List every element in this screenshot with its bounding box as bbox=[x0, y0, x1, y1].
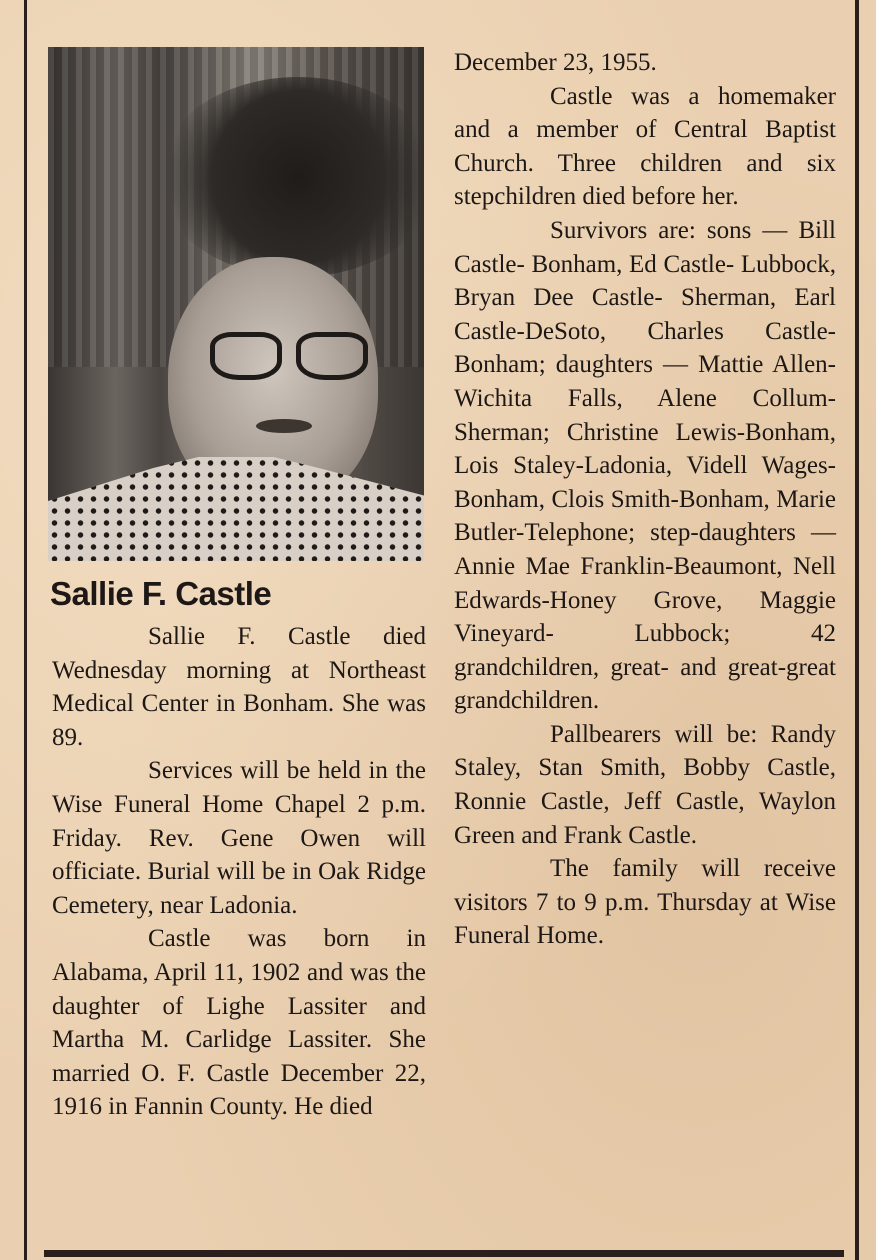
paragraph-services: Services will be held in the Wise Funeral Home Chapel 2 p.m. Friday. Rev. Gene Owen will officiate. Burial will be in Oak Ridge Cemetery, near Ladonia. bbox=[52, 757, 426, 919]
paragraph-biography: Castle was born in Alabama, April 11, 1902 and was the daughter of Lighe Lassiter and Martha M. Carlidge Lassiter. She married O. F. Castle December 22, 1916 in Fannin County. He died bbox=[52, 925, 426, 1121]
paragraph-visitation: The family will receive visitors 7 to 9 p.m. Thursday at Wise Funeral Home. bbox=[454, 855, 836, 950]
paragraph-biography-continued: December 23, 1955. bbox=[454, 49, 657, 76]
obituary-headline: Sallie F. Castle bbox=[50, 575, 272, 612]
photo-glasses-right bbox=[296, 332, 368, 380]
column-rule-right bbox=[855, 0, 859, 1260]
paragraph-death-notice: Sallie F. Castle died Wednesday morning at Northeast Medical Center in Bonham. She was 89. bbox=[52, 623, 426, 751]
left-column-text bbox=[52, 620, 426, 1124]
photo-mouth bbox=[256, 419, 312, 433]
column-rule-left bbox=[24, 0, 27, 1260]
photo-plant bbox=[158, 77, 424, 277]
paragraph-survivors: Survivors are: sons — Bill Castle- Bonham, Ed Castle- Lubbock, Bryan Dee Castle- Sherman, Earl Castle-DeSoto, Charles Castle- Bonham; daughters — Mattie Allen- Wichita Falls, Alene Collum-Sherman; Christine Lewis-Bonham, Lois Staley-Ladonia, Videll Wages-Bonham, Clois Smith-Bonham, Marie Butler-Telephone; step-daughters — Annie Mae Franklin-Beaumont, Nell Edwards-Honey Grove, Maggie Vineyard- Lubbock; 42 grandchildren, great- and great-great grandchildren. bbox=[454, 216, 836, 715]
photo-polka-dot-dress bbox=[48, 457, 424, 561]
paragraph-pallbearers: Pallbearers will be: Randy Staley, Stan Smith, Bobby Castle, Ronnie Castle, Jeff Castle, Waylon Green and Frank Castle. bbox=[454, 720, 836, 849]
portrait-photo bbox=[48, 47, 424, 561]
paragraph-homemaker: Castle was a homemaker and a member of Central Baptist Church. Three children and six stepchildren died before her. bbox=[454, 82, 836, 211]
right-column-text bbox=[454, 46, 836, 953]
bottom-rule bbox=[44, 1250, 844, 1257]
photo-glasses-left bbox=[210, 332, 282, 380]
